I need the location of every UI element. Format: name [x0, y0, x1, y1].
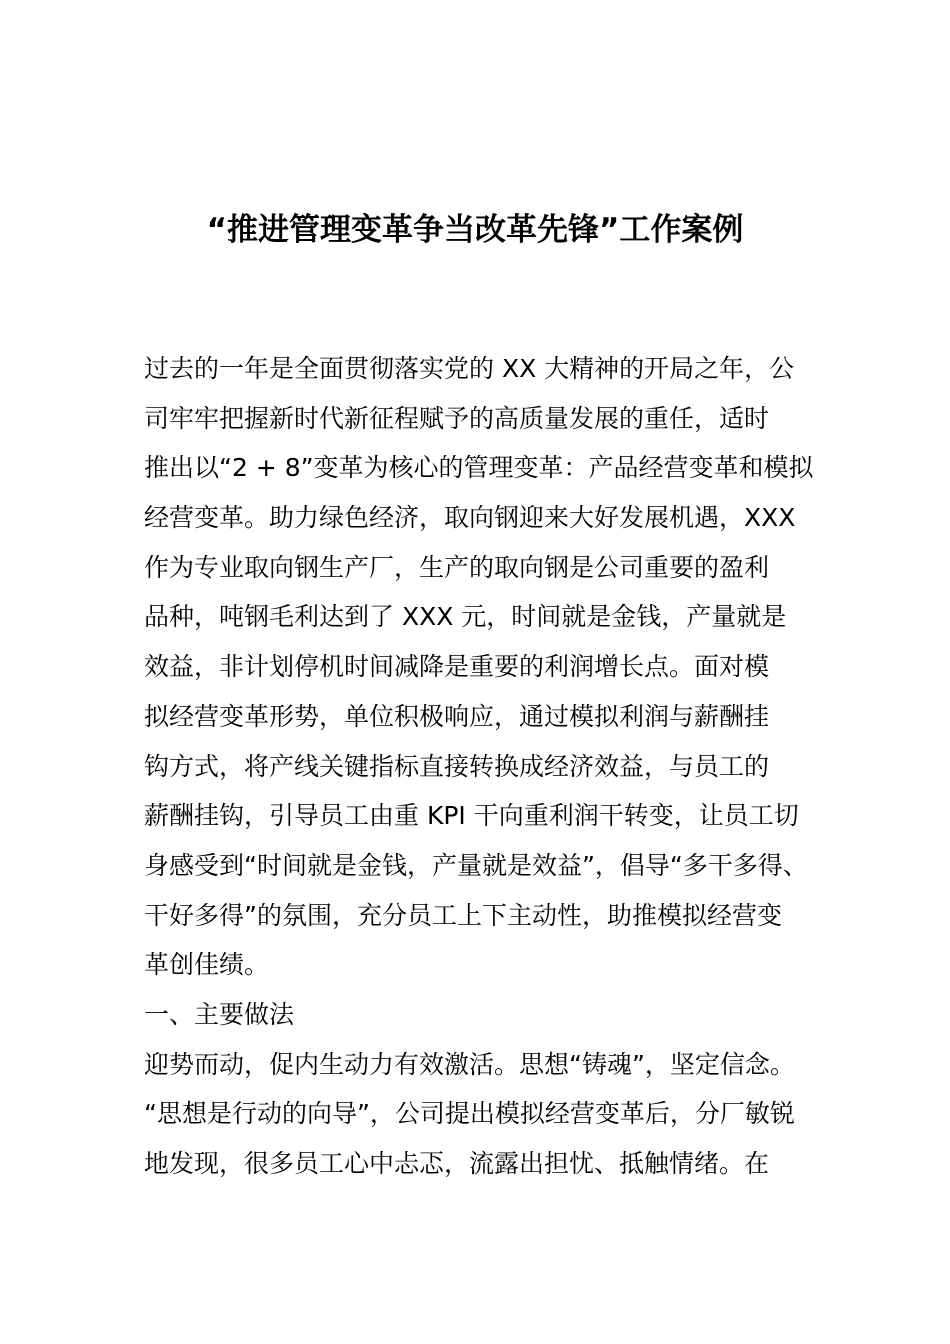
- body-line: 干好多得”的氛围，充分员工上下主动性，助推模拟经营变: [144, 900, 782, 930]
- body-line: “思想是行动的向导”，公司提出模拟经营变革后，分厂敏锐: [144, 1099, 795, 1129]
- body-line: 推出以“2 + 8”变革为核心的管理变革：产品经营变革和模拟: [144, 453, 814, 483]
- body-line: 经营变革。助力绿色经济，取向钢迎来大好发展机遇，XXX: [144, 503, 796, 533]
- body-line: 品种，吨钢毛利达到了 XXX 元，时间就是金钱，产量就是: [144, 602, 787, 632]
- body-line: 地发现，很多员工心中忐忑，流露出担忧、抵触情绪。在: [144, 1149, 770, 1178]
- document-title: “推进管理变革争当改革先锋”工作案例: [206, 212, 744, 248]
- document-body: [144, 344, 824, 1189]
- body-line: 司牢牢把握新时代新征程赋予的高质量发展的重任，适时: [144, 403, 770, 433]
- body-line: 拟经营变革形势，单位积极响应，通过模拟利润与薪酬挂: [144, 701, 770, 731]
- body-line: 迎势而动，促内生动力有效激活。思想“铸魂”，坚定信念。: [144, 1049, 795, 1079]
- body-line: 薪酬挂钩，引导员工由重 KPI 干向重利润干转变，让员工切: [144, 801, 799, 831]
- section-heading: 一、主要做法: [144, 999, 295, 1029]
- body-line: 效益，非计划停机时间减降是重要的利润增长点。面对模: [144, 652, 770, 682]
- body-line: 过去的一年是全面贯彻落实党的 XX 大精神的开局之年，公: [144, 354, 795, 383]
- body-line: 作为专业取向钢生产厂，生产的取向钢是公司重要的盈利: [144, 552, 770, 582]
- body-line: 钩方式，将产线关键指标直接转换成经济效益，与员工的: [144, 751, 770, 781]
- body-line: 身感受到“时间就是金钱，产量就是效益”，倡导“多干多得、: [144, 850, 808, 880]
- body-line: 革创佳绩。: [144, 950, 270, 980]
